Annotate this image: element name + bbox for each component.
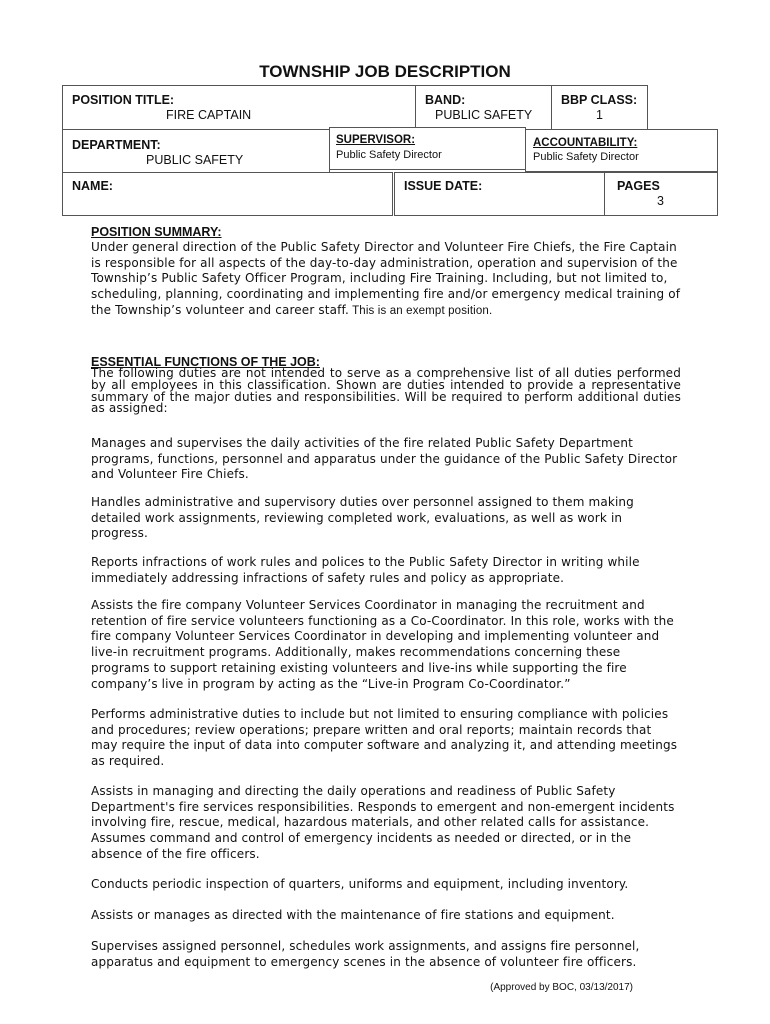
pages-cell: [604, 172, 718, 216]
department-cell: [62, 129, 330, 174]
duty-item: Conducts periodic inspection of quarters, uniforms and equipment, including inventory.: [91, 877, 629, 891]
duty-item: Reports infractions of work rules and polices to the Public Safety Director in writing while immediately addressing infractions of safety rules and policy as appropriate.: [91, 555, 640, 585]
duty-item: Handles administrative and supervisory duties over personnel assigned to them making detailed work assignments, reviewing completed work, evaluations, as well as work in progress.: [91, 495, 634, 541]
supervisor-cell: [329, 127, 526, 170]
pages-label: PAGES: [617, 179, 660, 193]
bbp-class-label: BBP CLASS:: [561, 93, 638, 107]
accountability-cell: [525, 129, 718, 172]
accountability-value: Public Safety Director: [533, 151, 639, 163]
duty-item: Assists in managing and directing the daily operations and readiness of Public Safety Department's fire services responsibilities. Responds to emergent and non-emergent incidents involving fire, rescue, medical, hazardous materials, and other related calls for assistance. Assumes command and control of emergency incidents as needed or directed, or in the absence of the fire officers.: [91, 784, 675, 861]
duty-item: Performs administrative duties to include but not limited to ensuring compliance with policies and procedures; review operations; prepare written and oral reports; maintain records that may require the input of data into computer software and analyzing it, and attending meetings as required.: [91, 707, 678, 769]
position-summary-heading: POSITION SUMMARY:: [91, 225, 222, 239]
approval-footer: (Approved by BOC, 03/13/2017): [490, 982, 633, 993]
position-summary-body: Under general direction of the Public Safety Director and Volunteer Fire Chiefs, the Fire Captain is responsible for all aspects of the day-to-day administration, operation and supervision of the Township’s Public Safety Officer Program, including Fire Training. Including, but not limited to, scheduling, planning, coordinating and implementing fire and/or emergency medical training of the Township’s volunteer and career staff.: [91, 240, 681, 317]
accountability-label: ACCOUNTABILITY:: [533, 137, 638, 149]
department-value: PUBLIC SAFETY: [146, 153, 244, 167]
department-label: DEPARTMENT:: [72, 138, 161, 152]
name-cell: [62, 172, 393, 216]
position-title-value: FIRE CAPTAIN: [166, 108, 252, 122]
issue-date-cell: [394, 172, 605, 216]
duty-item: Supervises assigned personnel, schedules work assignments, and assigns fire personnel, apparatus and equipment to emergency scenes in the absence of volunteer fire officers.: [91, 939, 640, 969]
band-cell: [415, 85, 552, 130]
duty-item: Assists the fire company Volunteer Services Coordinator in managing the recruitment and retention of fire service volunteers functioning as a Co-Coordinator. In this role, works with the fire company Volunteer Services Coordinator in developing and implementing volunteer and live-in recruitment programs. Additionally, makes recommendations concerning these programs to support retaining existing volunteers and live-ins while supporting the fire company’s live in program by acting as the “Live-in Program Co-Coordinator.”: [91, 598, 674, 691]
bbp-class-value: 1: [596, 108, 603, 122]
band-label: BAND:: [425, 93, 466, 107]
issue-date-label: ISSUE DATE:: [404, 179, 483, 193]
position-summary-tail: This is an exempt position.: [348, 304, 493, 317]
essential-functions-heading: ESSENTIAL FUNCTIONS OF THE JOB:: [91, 355, 320, 369]
position-title-cell: [62, 85, 416, 130]
pages-value: 3: [657, 194, 664, 208]
position-title-label: POSITION TITLE:: [72, 93, 175, 107]
supervisor-label: SUPERVISOR:: [336, 134, 416, 146]
band-value: PUBLIC SAFETY: [435, 108, 533, 122]
supervisor-value: Public Safety Director: [336, 149, 442, 161]
position-summary-text: [91, 240, 681, 320]
duty-item: Assists or manages as directed with the maintenance of fire stations and equipment.: [91, 908, 615, 922]
name-label: NAME:: [72, 179, 113, 193]
duty-item: Manages and supervises the daily activities of the fire related Public Safety Department programs, functions, personnel and apparatus under the guidance of the Public Safety Director and Volunteer Fire Chiefs.: [91, 436, 678, 482]
bbp-class-cell: [551, 85, 648, 130]
document-title: TOWNSHIP JOB DESCRIPTION: [259, 62, 511, 81]
essential-functions-intro: The following duties are not intended to serve as a comprehensive list of all duties performed by all employees in this classification. Shown are duties intended to provide a representative summary of the major duties and responsibilities. Will be required to perform additional duties as assigned:: [91, 366, 681, 416]
